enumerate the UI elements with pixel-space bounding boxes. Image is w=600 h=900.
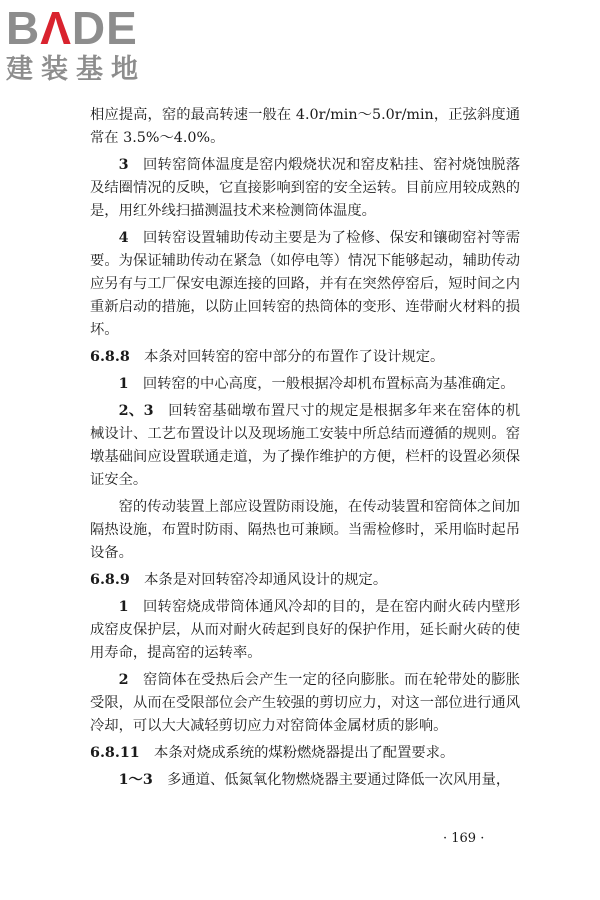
paragraph-text: 回转窑的中心高度，一般根据冷却机布置标高为基准确定。 [142, 376, 515, 392]
paragraph [90, 769, 520, 792]
paragraph-label: 6.8.9 [90, 572, 130, 588]
paragraph [90, 669, 520, 738]
paragraph-label: 2、3 [118, 403, 154, 419]
paragraph-label: 2 [118, 672, 129, 688]
paragraph-label: 6.8.8 [90, 349, 130, 365]
paragraph-text: 回转窑烧成带筒体通风冷却的目的，是在窑内耐火砖内壁形成窑皮保护层，从而对耐火砖起到良好的保护作用，延长耐火砖的使用寿命，提高窑的运转率。 [90, 599, 520, 661]
paragraph [90, 373, 520, 396]
paragraph-label: 6.8.11 [90, 745, 140, 761]
paragraph-text: 多通道、低氮氧化物燃烧器主要通过降低一次风用量， [167, 772, 511, 788]
logo-mark-prefix: B [6, 2, 41, 54]
clause-paragraph [90, 742, 520, 765]
paragraph-text: 本条对回转窑的窑中部分的布置作了设计规定。 [144, 349, 445, 365]
paragraph [90, 154, 520, 223]
paragraph [90, 496, 520, 565]
logo-mark-accent: Λ [40, 2, 72, 54]
paragraph-text: 回转窑筒体温度是窑内煅烧状况和窑皮粘挂、窑衬烧蚀脱落及结圈情况的反映，它直接影响到窑的安全运转。目前应用较成熟的是，用红外线扫描测温技术来检测筒体温度。 [90, 157, 520, 219]
paragraph-text: 回转窑设置辅助传动主要是为了检修、保安和镶砌窑衬等需要。为保证辅助传动在紧急（如停电等）情况下能够起动，辅助传动应另有与工厂保安电源连接的回路，并有在突然停窑后，短时间之内重新启动的措施，以防止回转窑的热筒体的变形、连带耐火材料的损坏。 [90, 230, 520, 338]
paragraph [90, 227, 520, 342]
paragraph-label: 3 [118, 157, 129, 173]
page-number: · 169 · [443, 831, 485, 846]
paragraph-text: 本条是对回转窑冷却通风设计的规定。 [144, 572, 388, 588]
paragraph-label: 1～3 [118, 772, 153, 788]
logo [6, 4, 181, 86]
paragraph [90, 104, 520, 150]
logo-mark [6, 4, 181, 52]
paragraph-label: 1 [118, 376, 129, 392]
paragraph-text: 回转窑基础墩布置尺寸的规定是根据多年来在窑体的机械设计、工艺布置设计以及现场施工安装中所总结而遵循的规则。窑墩基础间应设置联通走道，为了操作维护的方便，栏杆的设置必须保证安全。 [90, 403, 520, 488]
paragraph-text: 窑的传动装置上部应设置防雨设施，在传动装置和窑筒体之间加隔热设施，布置时防雨、隔热也可兼顾。当需检修时，采用临时起吊设备。 [90, 499, 520, 561]
paragraph [90, 596, 520, 665]
logo-mark-suffix: DE [71, 2, 138, 54]
paragraph-text: 相应提高，窑的最高转速一般在 4.0r/min～5.0r/min，正弦斜度通常在 3.5%～4.0%。 [90, 107, 520, 146]
clause-paragraph [90, 346, 520, 369]
paragraph-label: 1 [118, 599, 129, 615]
paragraph-label: 4 [118, 230, 129, 246]
paragraph-text: 窑筒体在受热后会产生一定的径向膨胀。而在轮带处的膨胀受限，从而在受限部位会产生较强的剪切应力，对这一部位进行通风冷却，可以大大减轻剪切应力对窑筒体金属材质的影响。 [90, 672, 520, 734]
logo-subtitle: 建装基地 [6, 54, 146, 85]
clause-paragraph [90, 569, 520, 592]
body-text [90, 104, 520, 796]
paragraph [90, 400, 520, 492]
paragraph-text: 本条对烧成系统的煤粉燃烧器提出了配置要求。 [154, 745, 455, 761]
